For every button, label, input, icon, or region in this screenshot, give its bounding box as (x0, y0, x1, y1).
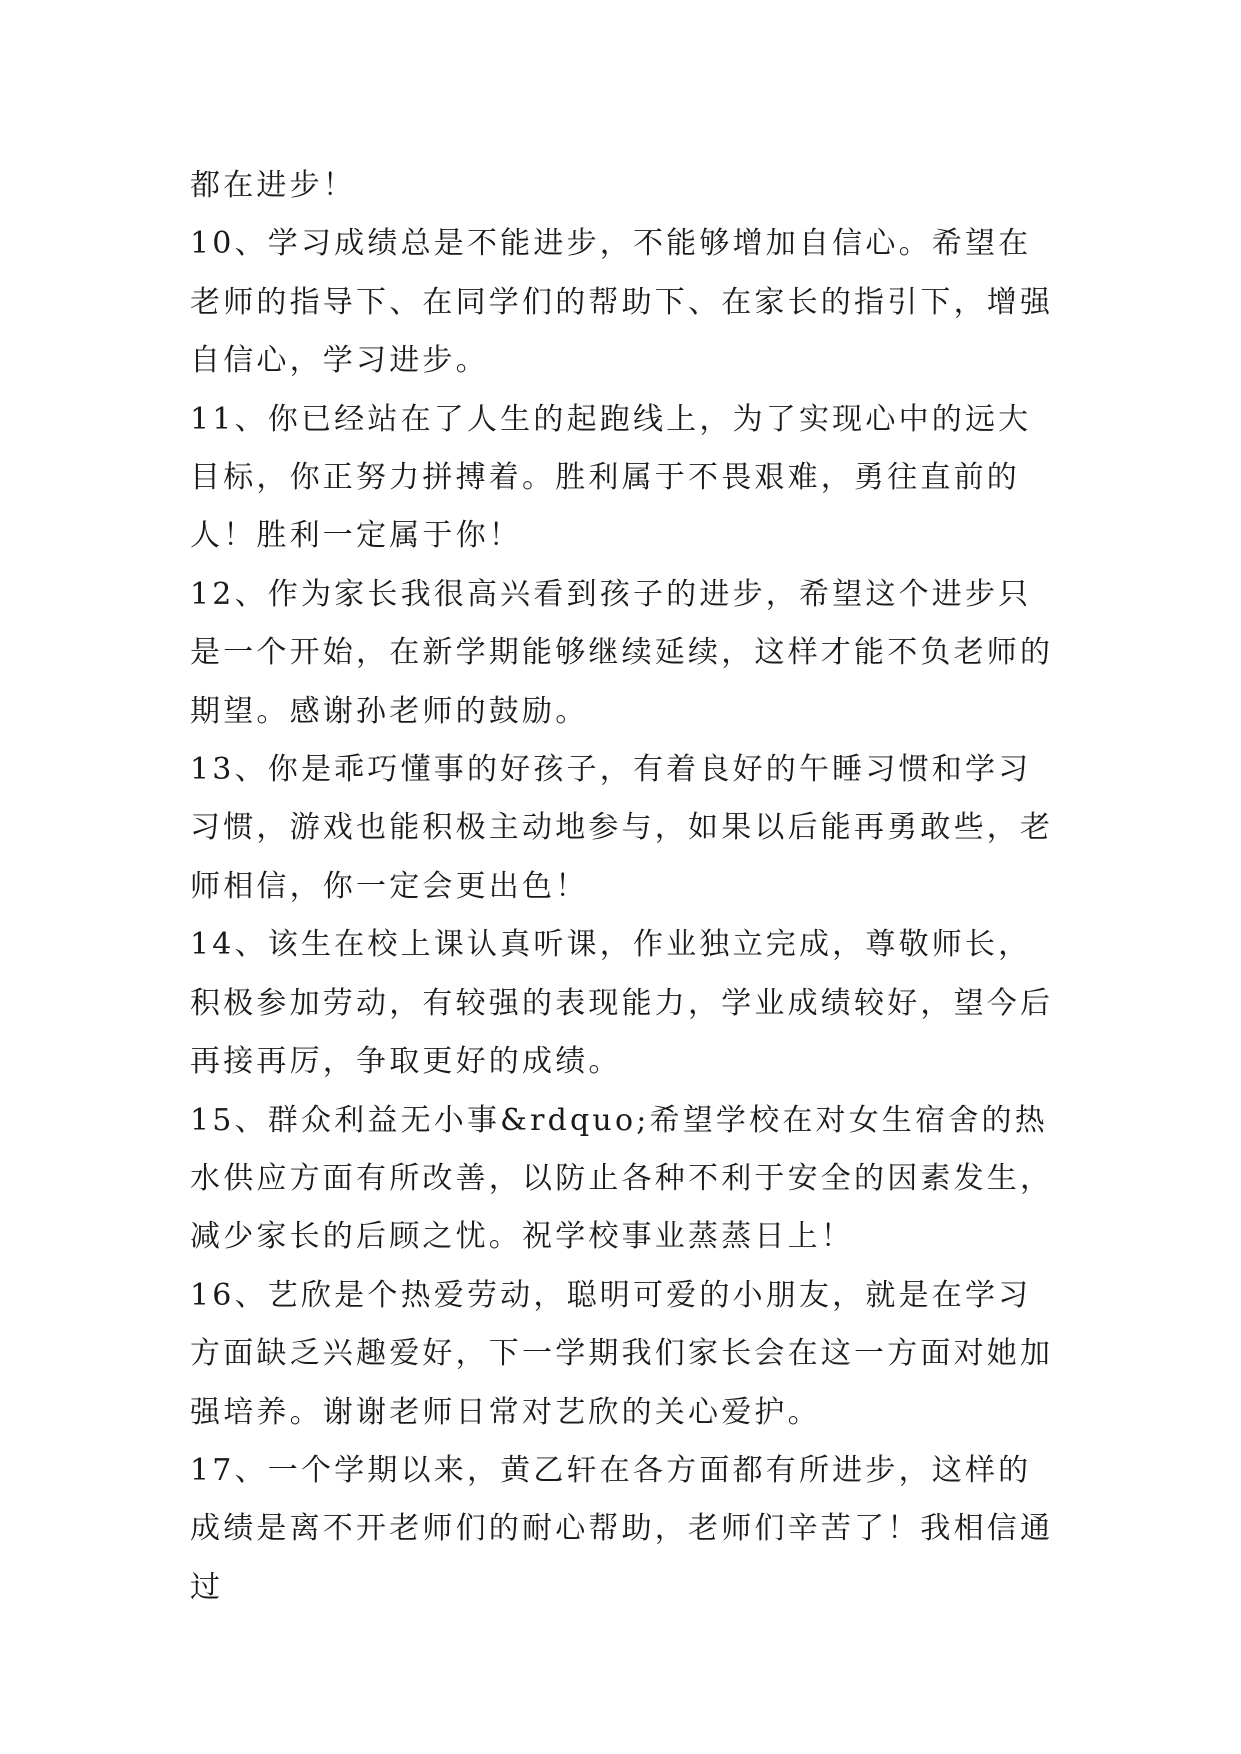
paragraph-14: 14、该生在校上课认真听课，作业独立完成，尊敬师长，积极参加劳动，有较强的表现能力，学业成绩较好，望今后再接再厉，争取更好的成绩。 (190, 927, 1054, 1080)
document-body (190, 157, 1060, 1617)
paragraph-11: 11、你已经站在了人生的起跑线上，为了实现心中的远大目标，你正努力拼搏着。胜利属于不畏艰难，勇往直前的人！胜利一定属于你！ (190, 401, 1032, 554)
paragraph-13: 13、你是乖巧懂事的好孩子，有着良好的午睡习惯和学习习惯，游戏也能积极主动地参与，如果以后能再勇敢些，老师相信，你一定会更出色！ (190, 752, 1054, 904)
paragraph-17: 17、一个学期以来，黄乙轩在各方面都有所进步，这样的成绩是离不开老师们的耐心帮助，老师们辛苦了！我相信通过 (190, 1452, 1054, 1605)
paragraph-continuation: 都在进步！ (190, 168, 356, 203)
paragraph-15: 15、群众利益无小事&rdquo;希望学校在对女生宿舍的热水供应方面有所改善，以防止各种不利于安全的因素发生，减少家长的后顾之忧。祝学校事业蒸蒸日上！ (190, 1102, 1054, 1255)
paragraph-10: 10、学习成绩总是不能进步，不能够增加自信心。希望在老师的指导下、在同学们的帮助下、在家长的指引下，增强自信心，学习进步。 (190, 226, 1054, 379)
paragraph-16: 16、艺欣是个热爱劳动，聪明可爱的小朋友，就是在学习方面缺乏兴趣爱好，下一学期我们家长会在这一方面对她加强培养。谢谢老师日常对艺欣的关心爱护。 (190, 1277, 1054, 1430)
paragraph-12: 12、作为家长我很高兴看到孩子的进步，希望这个进步只是一个开始，在新学期能够继续延续，这样才能不负老师的期望。感谢孙老师的鼓励。 (190, 576, 1054, 729)
